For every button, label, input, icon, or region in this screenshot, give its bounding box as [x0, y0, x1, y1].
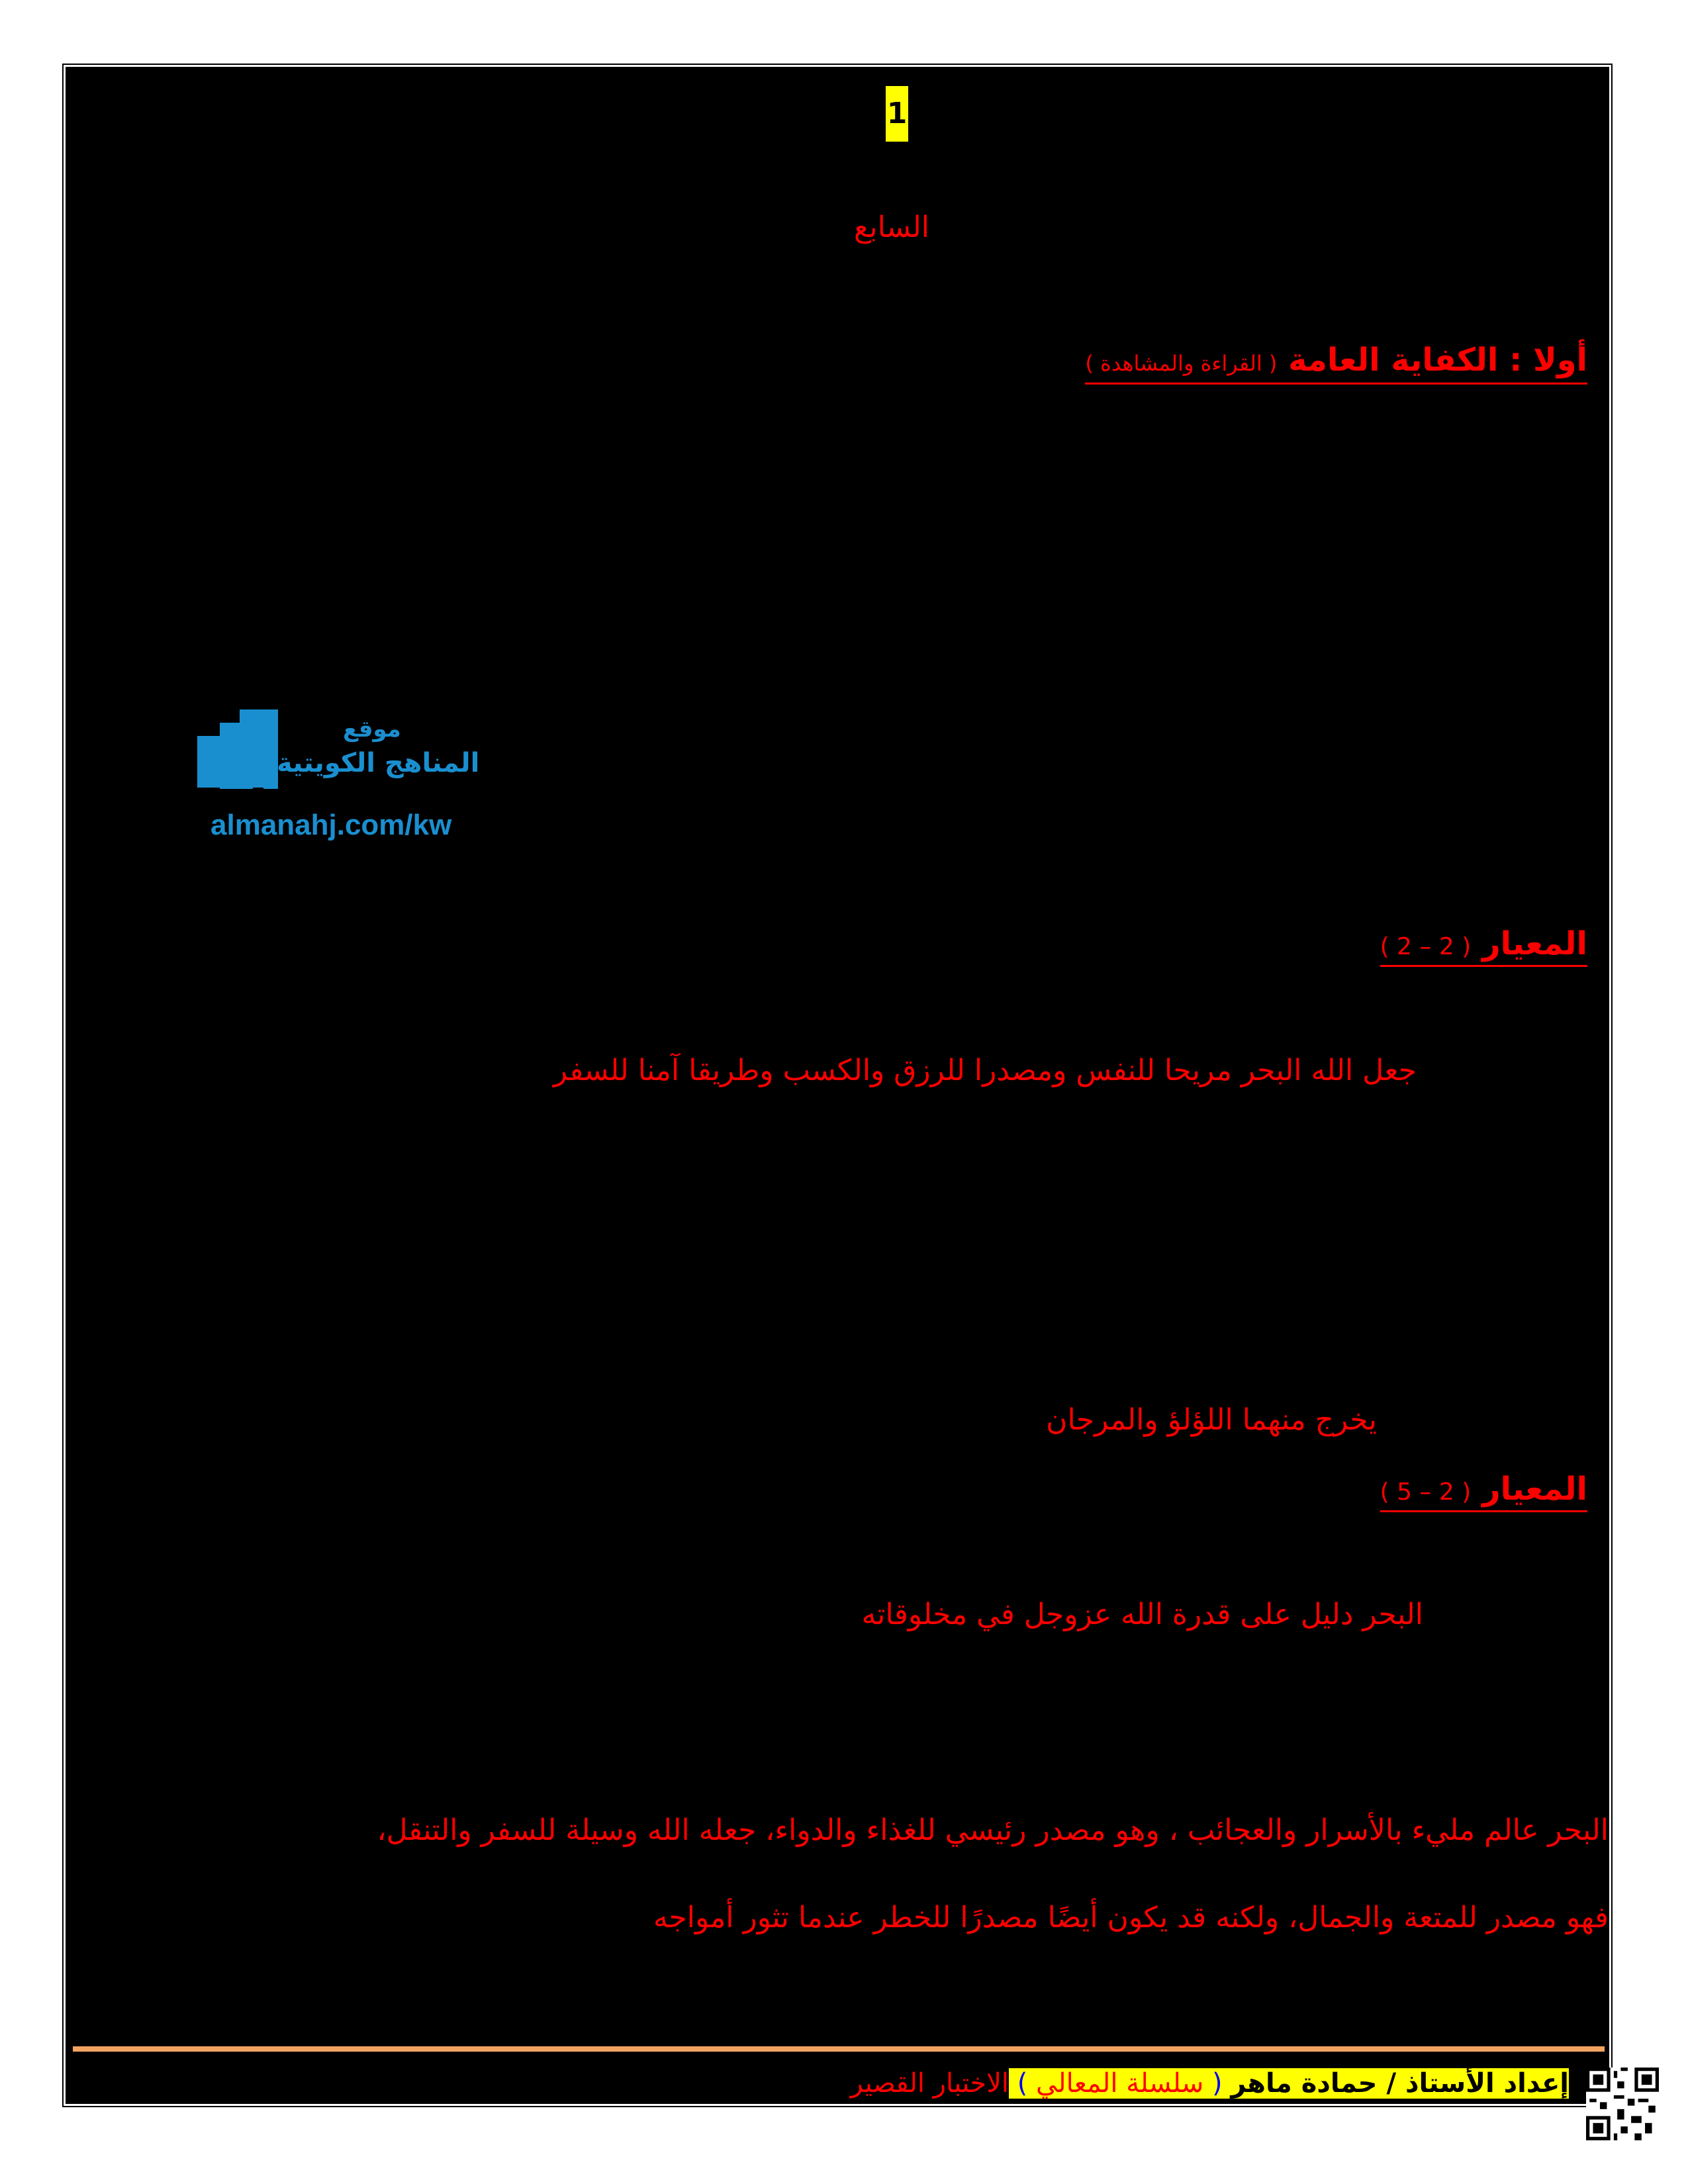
- footer: [851, 2064, 1569, 2103]
- grade-label: السابع: [854, 210, 929, 244]
- answer-3: البحر دليل على قدرة الله عزوجل في مخلوقاته: [861, 1598, 1423, 1631]
- heading-sub: ( القراءة والمشاهدة ): [1085, 351, 1278, 376]
- section-heading: [1085, 341, 1587, 385]
- logo-line2: المناهج الكويتية: [277, 748, 480, 778]
- standard-code: ( 2 – 2 ): [1380, 933, 1472, 960]
- paragraph-line-2: فهو مصدر للمتعة والجمال، ولكنه قد يكون أيضًا مصدرًا للخطر عندما تثور أمواجه: [653, 1901, 1609, 1934]
- site-logo: [197, 709, 508, 855]
- footer-paren-close: ): [1017, 2068, 1037, 2099]
- page-number: 1: [886, 86, 908, 142]
- standard-1: [1380, 925, 1587, 967]
- logo-line1: موقع: [343, 716, 401, 743]
- paragraph-line-1: البحر عالم مليء بالأسرار والعجائب ، وهو مصدر رئيسي للغذاء والدواء، جعله الله وسيلة للسفر والتنقل،: [377, 1813, 1609, 1847]
- standard-2: [1380, 1471, 1587, 1512]
- footer-quiz: الاختبار القصير: [850, 2068, 1009, 2099]
- footer-prefix: إعداد الأستاذ /: [1377, 2068, 1569, 2099]
- logo-url: almanahj.com/kw: [211, 809, 452, 841]
- summary-paragraph: [132, 1787, 1609, 1962]
- standard-label: المعيار: [1482, 925, 1587, 962]
- footer-rule: [73, 2046, 1605, 2052]
- footer-paren-open: (: [1203, 2068, 1223, 2099]
- answer-2: يخرج منهما اللؤلؤ والمرجان: [1046, 1403, 1377, 1437]
- standard-code: ( 2 – 5 ): [1380, 1479, 1472, 1506]
- heading-main: أولا : الكفاية العامة: [1288, 341, 1587, 379]
- standard-label: المعيار: [1482, 1471, 1587, 1508]
- answer-1: جعل الله البحر مريحا للنفس ومصدرا للرزق والكسب وطريقا آمنا للسفر: [553, 1054, 1417, 1087]
- footer-author: حمادة ماهر: [1231, 2068, 1378, 2099]
- footer-series: سلسلة المعالي: [1036, 2068, 1204, 2099]
- qr-code-icon: [1586, 2068, 1659, 2140]
